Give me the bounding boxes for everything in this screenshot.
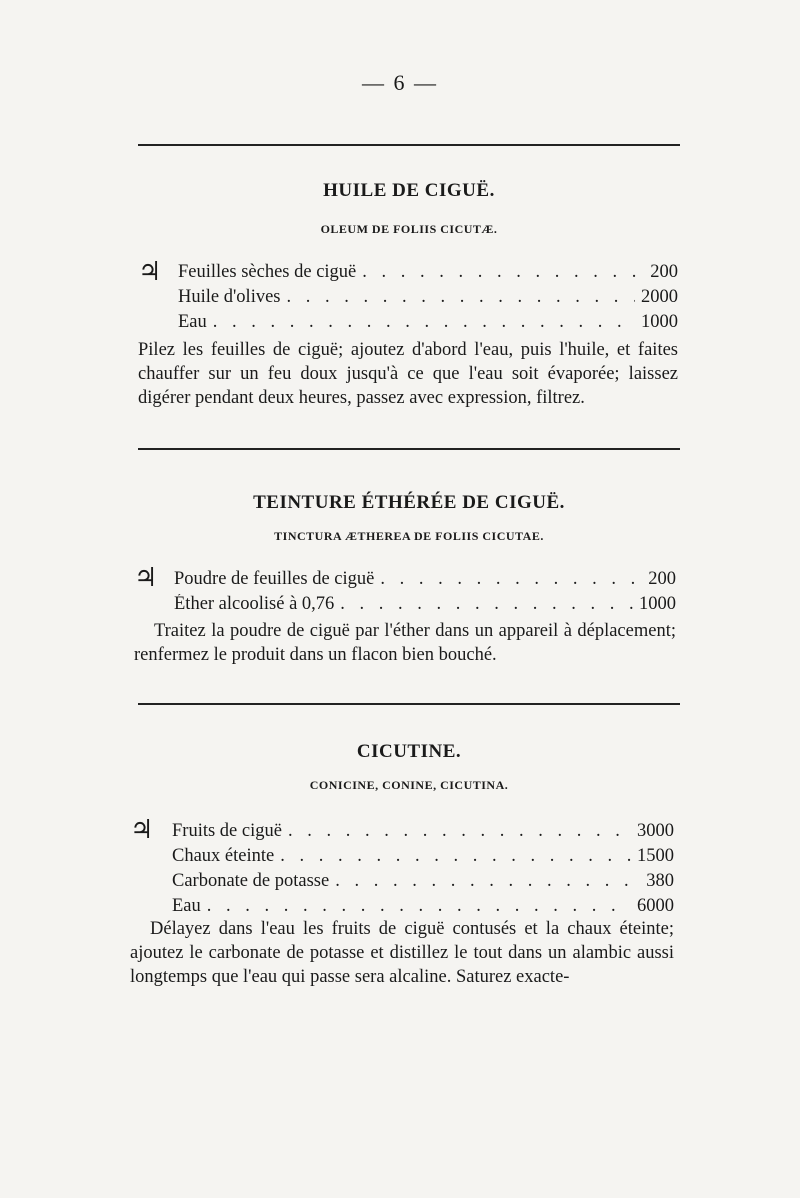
section-divider xyxy=(138,144,680,146)
section-title: CICUTINE. xyxy=(356,741,462,762)
ingredient-quantity: 1000 xyxy=(639,594,676,614)
section-divider xyxy=(138,703,680,705)
leader-dots xyxy=(380,569,642,590)
preparation-text: Délayez dans l'eau les fruits de ciguë contusés et la chaux éteinte; ajoutez le carbonate de potasse et distillez le tout dans un alambic aussi longtemps que l'eau qui passe sera alcaline. Saturez exacte- xyxy=(130,919,674,987)
ingredient-line xyxy=(172,821,674,845)
ingredient-line xyxy=(172,871,674,895)
leader-dots xyxy=(288,821,631,842)
preparation-text: Traitez la poudre de ciguë par l'éther dans un appareil à déplacement; renfermez le produit dans un flacon bien bouché. xyxy=(134,621,676,665)
section-divider xyxy=(138,448,680,450)
ingredient-name: Fruits de ciguë xyxy=(172,821,282,841)
ingredient-name: Éther alcoolisé à 0,76 xyxy=(174,594,335,614)
section-title: HUILE DE CIGUË. xyxy=(323,180,495,201)
ingredient-quantity: 200 xyxy=(648,569,676,589)
ingredient-name: Chaux éteinte xyxy=(172,846,275,866)
leader-dots xyxy=(335,871,640,892)
preparation-text: Pilez les feuilles de ciguë; ajoutez d'abord l'eau, puis l'huile, et faites chauffer sur un feu doux jusqu'à ce que l'eau soit évaporée; laissez digérer pendant deux heures, passez avec expression, filtrez. xyxy=(138,340,678,408)
page-number: — 6 — xyxy=(362,70,438,95)
ingredient-line xyxy=(174,569,676,593)
recipe-symbol-icon: ♃ xyxy=(130,815,154,844)
ingredient-line xyxy=(174,594,676,618)
ingredient-name: Carbonate de potasse xyxy=(172,871,330,891)
ingredient-quantity: 200 xyxy=(650,262,678,282)
leader-dots xyxy=(213,312,635,333)
section-title: TEINTURE ÉTHÉRÉE DE CIGUË. xyxy=(253,492,565,513)
ingredient-name: Huile d'olives xyxy=(178,287,281,307)
ingredient-name: Eau xyxy=(178,312,207,332)
ingredient-quantity: 2000 xyxy=(641,287,678,307)
section-subtitle: CONICINE, CONINE, CICUTINA. xyxy=(309,778,509,792)
section-subtitle: TINCTURA ÆTHEREA DE FOLIIS CICUTAE. xyxy=(274,529,544,543)
leader-dots xyxy=(362,262,644,283)
ingredient-quantity: 380 xyxy=(646,871,674,891)
ingredient-name: Poudre de feuilles de ciguë xyxy=(174,569,375,589)
ingredient-quantity: 1500 xyxy=(637,846,674,866)
leader-dots xyxy=(340,594,633,615)
section-subtitle: OLEUM DE FOLIIS CICUTÆ. xyxy=(320,222,498,236)
ingredient-line xyxy=(178,312,678,336)
ingredient-line xyxy=(178,287,678,311)
leader-dots xyxy=(207,896,631,917)
ingredient-name: Eau xyxy=(172,896,201,916)
ingredient-quantity: 3000 xyxy=(637,821,674,841)
recipe-symbol-icon: ♃ xyxy=(134,563,158,592)
leader-dots xyxy=(287,287,636,308)
ingredient-quantity: 6000 xyxy=(637,896,674,916)
recipe-symbol-icon: ♃ xyxy=(138,257,162,286)
ingredient-name: Feuilles sèches de ciguë xyxy=(178,262,357,282)
ingredient-line xyxy=(172,846,674,870)
ingredient-line xyxy=(178,262,678,286)
ingredient-quantity: 1000 xyxy=(641,312,678,332)
leader-dots xyxy=(280,846,631,867)
